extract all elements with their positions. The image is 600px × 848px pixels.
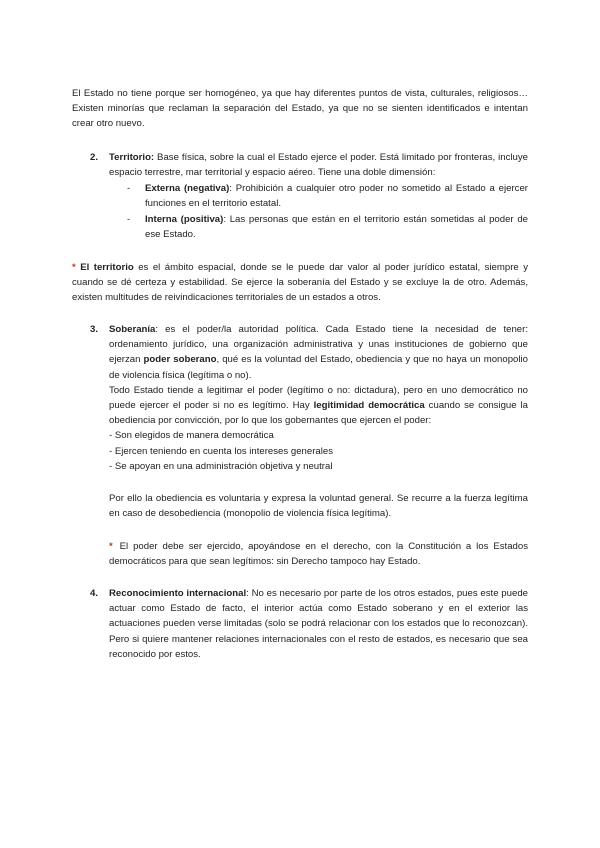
item-2-term: Territorio: <box>109 152 155 163</box>
list-item: - Ejercen teniendo en cuenta los intereses generales <box>109 445 333 457</box>
item-2-bullet-external: Externa (negativa): Prohibición a cualquier otro poder no sometido al Estado a ejercer funciones en el territorio estatal. <box>145 183 528 210</box>
item-4-number: 4. <box>90 588 99 599</box>
list-item: - Se apoyan en una administración objetiva y neutral <box>109 460 333 472</box>
intro-paragraph: El Estado no tiene porque ser homogéneo, ya que hay diferentes puntos de vista, culturales, religiosos… Existen minorías que reclaman la separación del Estado, ya que no se sienten identificados e intentan crear otro nuevo. <box>72 88 528 130</box>
bullet-term: Externa (negativa) <box>145 183 230 194</box>
item-4-term: Reconocimiento internacional <box>109 588 247 599</box>
item-2-paragraph: Territorio: Base física, sobre la cual el Estado ejerce el poder. Está limitado por fronteras, incluye espacio terrestre, mar territorial y espacio aéreo. Tiene una doble dimensión: <box>109 152 528 179</box>
item-4-paragraph: Reconocimiento internacional: No es necesario por parte de los otros estados, pues este puede actuar como Estado de facto, el interior actúa como Estado soberano y en el exterior las actuaciones pueden verse limitadas (solo se podrá relacionar con los estados que lo reconozcan). Pero si quiere mantener relaciones internacionales con el resto de estados, es necesario que sea reconocido por estos. <box>109 588 528 660</box>
note-asterisk: * <box>72 262 76 273</box>
bullet-term: Interna (positiva) <box>145 214 224 225</box>
item-2-bullet-internal: Interna (positiva): Las personas que están en el territorio están sometidas al poder de ese Estado. <box>145 214 528 241</box>
item-3-paragraph-3: Por ello la obediencia es voluntaria y expresa la voluntad general. Se recurre a la fuerza legítima en caso de desobediencia (monopolio de violencia física legítima). <box>109 493 528 520</box>
item-2-number: 2. <box>90 152 99 163</box>
item-3-block <box>109 322 528 474</box>
item-3-paragraph-1: Soberanía: es el poder/la autoridad política. Cada Estado tiene la necesidad de tener: ordenamiento jurídico, una organización administrativa y unas instituciones de gobierno que ejerzan poder soberano, qué es la voluntad del Estado, obediencia y que no haya un monopolio de violencia física (legítima o no). <box>109 324 528 381</box>
territory-note: * El territorio es el ámbito espacial, donde se le puede dar valor al poder jurídico estatal, siempre y cuando se dé certeza y estabilidad. Se ejerce la soberanía del Estado y se excluye la de otro. Además, existen multitudes de reivindicaciones territoriales de un estados a otros. <box>72 262 528 304</box>
item-3-note: * El poder debe ser ejercido, apoyándose en el derecho, con la Constitución a los Estados democráticos para que sean legítimos: sin Derecho tampoco hay Estado. <box>109 541 528 568</box>
bullet-dash: - <box>127 214 131 225</box>
item-3-number: 3. <box>90 324 99 335</box>
list-item: - Son elegidos de manera democrática <box>109 430 274 442</box>
item-3-paragraph-2: Todo Estado tiende a legitimar el poder (legítimo o no: dictadura), pero en uno democrático no puede ejercer el poder si no es legítimo. Hay legitimidad democrática cuando se consigue la obediencia por convicción, por lo que los gobernantes que ejercen el poder: <box>109 384 529 427</box>
bullet-dash: - <box>127 183 131 194</box>
note-asterisk: * <box>109 541 113 552</box>
item-3-term: Soberanía <box>109 324 156 335</box>
note-term: El territorio <box>80 262 134 273</box>
